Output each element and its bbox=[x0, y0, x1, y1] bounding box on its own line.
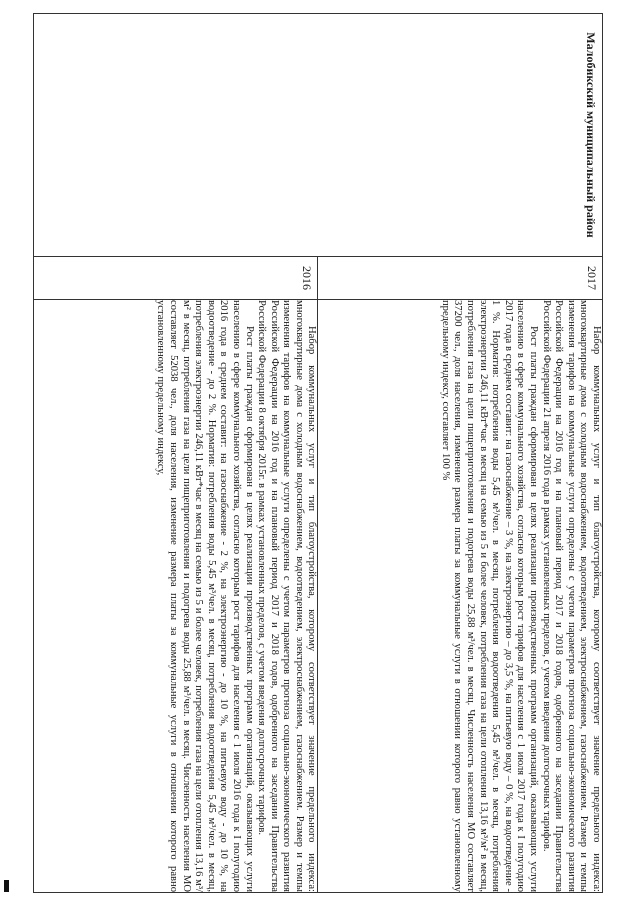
paragraph: Набор коммунальных услуг и тип благоустройства, которому соответствует значение предельного индекса: многоквартирные дома с холодным водоснабжением, водоотведением, электроснабжением, газоснабжением. Размер и темпы изменения тарифов на коммунальные услуги определены с учетом параметров прогноза социально-экономического развития Российской Федерации на 2016 год и на плановый период 2017 и 2018 годов, одобренного на заседании Правительства Российской Федерации 21 апреля 2016 года в рамках установленных пределов, с учетом введения долгосрочных тарифов. bbox=[540, 300, 602, 892]
paragraph: Рост платы граждан сформирован в целях реализации производственных программ организаций, оказывающих услуги населению в сфере коммунального хозяйства, согласно которым рост тарифов для населения с 1 июля 2016 года к I полугодию 2016 года в среднем составит: на газоснабжение - 2 %, на электроэнергию - до 10 %, на питьевую воду - до 10 %, на водоотведение - до 2 %. Норматив: потребления воды 5,45 м³/чел. в месяц, потребления водоотведения 5,45 м³/чел. в месяц, потребления электроэнергии 246,11 кВт*час в месяц на семью из 5 и более человек, потребления газа на цели отопления 13,16 м³/м² в месяц, потребления газа на цели пищеприготовления и подогрева воды 25,88 м³/чел. в месяц. Численность населения МО составляет 52038 чел., доля населения, изменение размера платы за коммунальные услуги в отношении которого равно установленному предельному индексу, bbox=[155, 300, 255, 892]
rotated-table bbox=[33, 13, 603, 893]
tariff-table bbox=[33, 13, 603, 893]
year-cell bbox=[34, 257, 319, 300]
year-cell bbox=[318, 257, 603, 300]
year-label: 2016 bbox=[300, 266, 315, 290]
rotated-table-frame bbox=[33, 13, 603, 893]
table-row-2017 bbox=[318, 14, 603, 893]
paragraph: Рост платы граждан сформирован в целях реализации производственных программ организаций, оказывающих услуги населению в сфере коммунального хозяйства, согласно которым рост тарифов для населения с 1 июля 2017 года к I полугодию 2017 года в среднем составит: на газоснабжение – 3 %, на электроэнергию – до 3,5 %, на питьевую воду – 0 %, на водоотведение - 1 %. Норматив: потребления воды 5,45 м³/чел. в месяц, потребления водоотведения 5,45 м³/чел. в месяц, потребления электроэнергии 246,11 кВт*час в месяц на семью из 5 и более человек, потребления газа на цели отопления 13,16 м³/м² в месяц, потребления газа на цели пищеприготовления и подогрева воды 25,88 м³/чел. в месяц. Численность населения МО составляет 37200 чел., доля населения, изменение размера платы за коммунальные услуги в отношении которого равно установленному предельному индексу, составляет 100 % bbox=[439, 300, 540, 892]
paragraph: Набор коммунальных услуг и тип благоустройства, которому соответствует значение предельного индекса: многоквартирные дома с холодным водоснабжением, водоотведением, электроснабжением, газоснабжением. Размер и темпы изменения тарифов на коммунальные услуги определены с учетом параметров прогноза социально-экономического развития Российской Федерации на 2016 год и на плановый период 2017 и 2018 годов, одобренного на заседании Правительства Российской Федерации 8 октября 2015г. в рамках установленных пределов, с учетом введения долгосрочных тарифов. bbox=[256, 300, 318, 892]
district-name: Малобикский муниципальный район bbox=[584, 32, 598, 238]
district-cell bbox=[34, 14, 603, 257]
description-cell bbox=[318, 300, 603, 893]
description-cell bbox=[34, 300, 319, 893]
scan-mark bbox=[4, 880, 9, 892]
year-label: 2017 bbox=[585, 266, 599, 290]
